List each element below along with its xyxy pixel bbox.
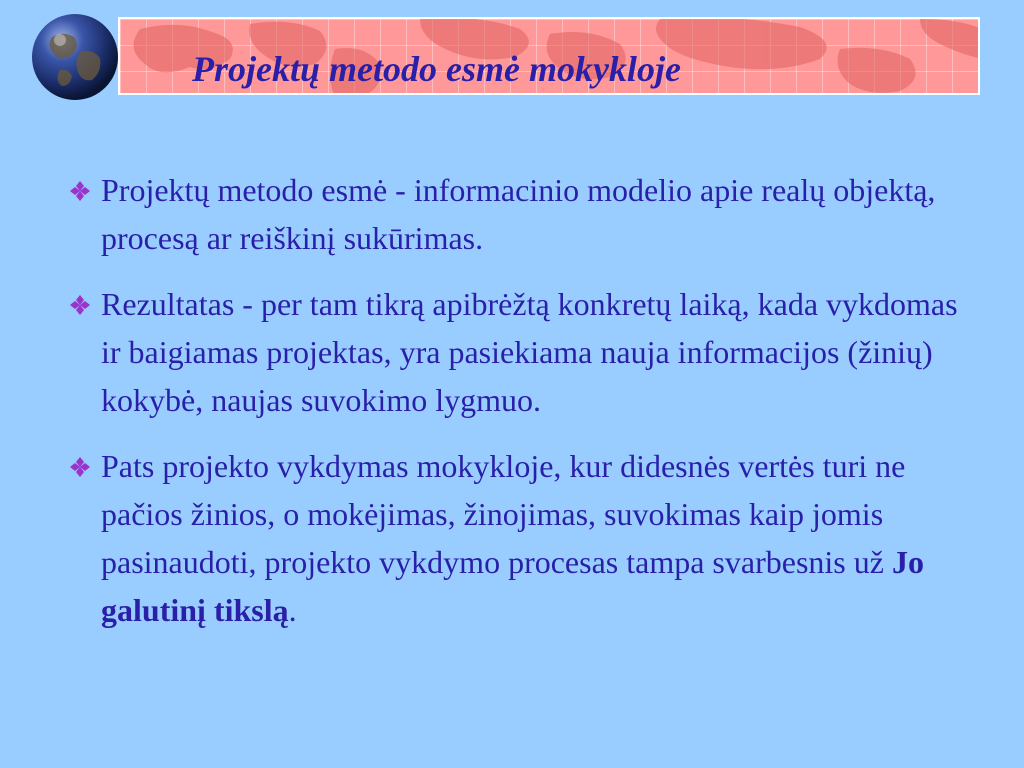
bullet-text-bold: Jo galutinį tikslą — [101, 544, 924, 628]
diamond-bullet-icon — [66, 456, 94, 478]
globe-icon — [30, 12, 120, 102]
title-banner — [118, 17, 980, 95]
list-item — [66, 442, 966, 634]
bullet-text: Projektų metodo esmė - informacinio modelio apie realų objektą, procesą ar reiškinį sukūrimas. — [101, 172, 936, 256]
bullet-text: Pats projekto vykdymas mokykloje, kur didesnės vertės turi ne pačios žinios, o mokėjimas, žinojimas, suvokimas kaip jomis pasinaudoti, projekto vykdymo procesas tampa svarbesnis už — [101, 448, 906, 580]
diamond-bullet-icon — [66, 180, 94, 202]
bullet-list — [66, 166, 966, 652]
bullet-text: Rezultatas - per tam tikrą apibrėžtą konkretų laiką, kada vykdomas ir baigiamas projektas, yra pasiekiama nauja informacijos (žinių) kokybė, naujas suvokimo lygmuo. — [101, 286, 958, 418]
list-item — [66, 166, 966, 262]
bullet-text-end: . — [288, 592, 297, 628]
slide-title: Projektų metodo esmė mokykloje — [192, 49, 681, 89]
diamond-bullet-icon — [66, 294, 94, 316]
list-item — [66, 280, 966, 424]
